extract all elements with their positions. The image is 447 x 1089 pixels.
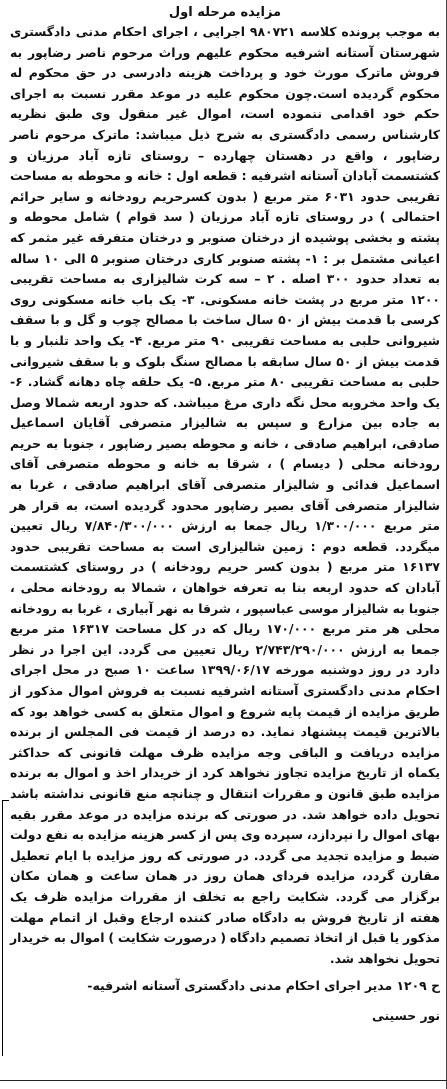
- auction-notice: [10, 4, 440, 1027]
- bottom-border-line: [0, 1080, 447, 1081]
- notice-body: به موجب پرونده کلاسه ۹۸۰۷۲۱ اجرایی ، اجرای احکام مدنی دادگستری شهرستان آستانه اشرفیه محکوم علیهم وراث مرحوم ناصر رضاپور به فروش ماترک مورث خود و پرداخت هزینه دادرسی در حق محکوم له محکوم گردیده است.چون محکوم علیه در موعد مقرر نسبت به اجرای حکم خود اقدامی ننموده است، اموال غیر منقول وی طبق نظریه کارشناس رسمی دادگستری به شرح ذیل میباشد: ماترک مرحوم ناصر رضاپور ، واقع در دهستان چهارده – روستای تازه آباد مرزیان و کشتسمت آبادان آستانه اشرفیه : قطعه اول : خانه و محوطه به مساحت تقریبی حدود ۶۰۳۱ متر مربع ( بدون کسرحریم رودخانه و سایر حرائم احتمالی ) در روستای تازه آباد مرزیان ( سد قوام ) شامل محوطه و پشته و بخشی پوشیده از درختان صنوبر و درختان متفرقه غیر مثمر که اعیانی مشتمل بر : ۱- پشته صنوبر کاری درختان صنوبر ۵ الی ۱۰ ساله به تعداد حدود ۳۰۰ اصله . ۲ – سه کرت شالیزاری به مساحت تقریبی ۱۲۰۰ متر مربع در پشت خانه مسکونی. ۳- یک باب خانه مسکونی روی کرسی با قدمت بیش از ۵۰ سال ساخت با مصالح چوب و گل و با سقف شیروانی حلبی به مساحت تقریبی ۹۰ متر مربع. ۴- یک واحد تلنبار و با قدمت بیش از ۵۰ سال سابقه با مصالح سنگ بلوک و با سقف شیروانی حلبی به مساحت تقریبی ۸۰ متر مربع. ۵- یک حلقه چاه دهانه گشاد. ۶- یک واحد مخروبه محل نگه داری مرغ میباشد. که حدود اربعه شمالا وصل به جاده بین مزارع و سپس به شالیزار متصرفی آقایان اسماعیل صادقی، ابراهیم صادقی ، خانه و محوطه بصیر رضاپور ، جنوبا به حریم رودخانه محلی ( دیسام ) ، شرقا به خانه و محوطه متصرفی آقای اسماعیل فدائی و شالیزار متصرفی آقای ابراهیم صادقی ، غربا به شالیزار متصرفی آقای بصیر رضاپور محدود گردیده است، به قرار هر متر مربع ۱/۳۰۰/۰۰۰ ریال جمعا به ارزش ۷/۸۴۰/۳۰۰/۰۰۰ ریال تعیین میگردد. قطعه دوم : زمین شالیزاری است به مساحت تقریبی حدود ۱۶۱۳۷ متر مربع ( بدون کسر حریم رودخانه ) در روستای کشتسمت آبادان که حدود اربعه بنا به تعرفه خواهان ، شمالا به رودخانه محلی ، جنوبا به شالیزار موسی عباسپور ، شرقا به نهر آبیاری ، غربا به رودخانه محلی هر متر مربع ۱۷۰/۰۰۰ ریال که در کل مساحت ۱۶۳۱۷ متر مربع جمعا به ارزش ۲/۷۴۳/۲۹۰/۰۰۰ ریال تعیین می گردد. این اجرا در نظر دارد در روز دوشنبه مورخه ۱۳۹۹/۰۶/۱۷ ساعت ۱۰ صبح در محل اجرای احکام مدنی دادگستری آستانه اشرفیه نسبت به فروش اموال مذکور از طریق مزایده از قیمت پایه شروع و اموال متعلق به کسی خواهد بود که بالاترین قیمت پیشنهاد نماید. ده درصد از قیمت فی المجلس از برنده مزایده دریافت و الباقی وجه مزایده ظرف مهلت قانونی که حداکثر یکماه از تاریخ مزایده تجاوز نخواهد کرد از خریدار اخذ و اموال به برنده مزایده طبق قانون و مقررات انتقال و چنانچه منع قانونی نداشته باشد تحویل داده خواهد شد. در صورتی که برنده مزایده در موعد مقرر بقیه بهای اموال را نپردازد، سپرده وی پس از کسر هزینه مزایده به نفع دولت ضبط و مزایده تجدید می گردد. در صورتی که روز مزایده با ایام تعطیل مقارن گردد، مزایده فردای همان روز در همان ساعت و همان مکان برگزار می گردد. شکایت راجع به تخلف از مقررات مزایده ظرف یک هفته از تاریخ فروش به دادگاه صادر کننده ارجاع وقبل از اتمام مهلت مذکور یا قبل از اتخاذ تصمیم دادگاه ( درصورت شکایت ) اموال به خریدار تحویل نخواهد شد.: [10, 24, 441, 966]
- notice-signature-line: ح ۱۲۰۹ مدیر اجرای احکام مدنی دادگستری آستانه اشرفیه-: [87, 978, 440, 994]
- notice-signatory-name: نور حسینی: [371, 1008, 440, 1024]
- notice-title: مزایده مرحله اول: [168, 5, 282, 20]
- left-bracket-mark: [2, 800, 9, 1056]
